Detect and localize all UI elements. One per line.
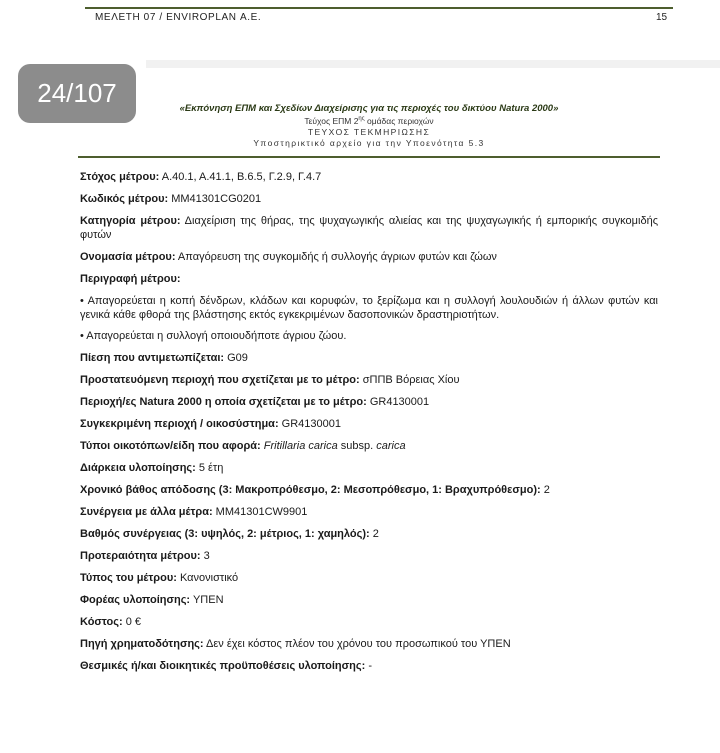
document-volume: ΤΕΥΧΟΣ ΤΕΚΜΗΡΙΩΣΗΣ — [307, 127, 431, 137]
field-funding: Πηγή χρηματοδότησης: Δεν έχει κόστος πλέον του χρόνου του προσωπικού του ΥΠΕΝ — [80, 638, 511, 650]
field-pressure: Πίεση που αντιμετωπίζεται: G09 — [80, 352, 248, 364]
document-section: Υποστηρικτικό αρχείο για την Υποενότητα 5.3 — [253, 138, 485, 148]
field-name: Ονομασία μέτρου: Απαγόρευση της συγκομιδής ή συλλογής άγριων φυτών και ζώων — [80, 251, 497, 263]
field-specific-area: Συγκεκριμένη περιοχή / οικοσύστημα: GR4130001 — [80, 418, 341, 430]
document-title: «Εκπόνηση ΕΠΜ και Σχεδίων Διαχείρισης για τις περιοχές του δικτύου Natura 2000» — [179, 103, 559, 114]
field-horizon: Χρονικό βάθος απόδοσης (3: Μακροπρόθεσμο, 2: Μεσοπρόθεσμο, 1: Βραχυπρόθεσμο): 2 — [80, 484, 550, 496]
page-counter-badge: 24/107 — [18, 64, 136, 123]
field-priority: Προτεραιότητα μέτρου: 3 — [80, 550, 210, 562]
field-target: Στόχος μέτρου: Α.40.1, Α.41.1, Β.6.5, Γ.2.9, Γ.4.7 — [80, 171, 322, 183]
description-bullet: • Απαγορεύεται η συλλογή οποιουδήποτε άγριου ζώου. — [80, 330, 347, 342]
field-natura-area: Περιοχή/ες Natura 2000 η οποία σχετίζεται με το μέτρο: GR4130001 — [80, 396, 430, 408]
document-subtitle: Τεύχος ΕΠΜ $2^{\eta\varsigma}$ ομάδας περιοχών — [304, 116, 434, 126]
field-type: Τύπος του μέτρου: Κανονιστικό — [80, 572, 239, 584]
field-description-label: Περιγραφή μέτρου: — [80, 273, 181, 285]
field-body: Φορέας υλοποίησης: ΥΠΕΝ — [80, 594, 224, 606]
document-title-block — [78, 103, 660, 148]
measure-details — [80, 170, 658, 673]
header-shade — [146, 60, 720, 68]
field-prerequisites: Θεσμικές ή/και διοικητικές προϋποθέσεις υλοποίησης: - — [80, 660, 373, 672]
field-duration: Διάρκεια υλοποίησης: 5 έτη — [80, 462, 224, 474]
field-protected-area: Προστατευόμενη περιοχή που σχετίζεται με το μέτρο: σΠΠΒ Βόρειας Χίου — [80, 374, 460, 386]
field-synergy: Συνέργεια με άλλα μέτρα: MM41301CW9901 — [80, 506, 308, 518]
field-code: Κωδικός μέτρου: MM41301CG0201 — [80, 193, 262, 205]
description-bullet: • Απαγορεύεται η κοπή δένδρων, κλάδων και κορυφών, το ξερίζωμα και η συλλογή λουλουδιών ή άλλων φυτών και γενικά κάθε φθορά της βλάστησης εκτός εγκεκριμένων δασοπονικών δραστηριοτήτων. — [80, 295, 658, 321]
field-category: Κατηγορία μέτρου: Διαχείριση της θήρας, της ψυχαγωγικής αλιείας και της ψυχαγωγικής ή εμπορικής συγκομιδής φυτών — [80, 215, 658, 241]
header-study-label: ΜΕΛΕΤΗ 07 / ENVIROPLAN Α.Ε. — [95, 12, 262, 23]
field-synergy-degree: Βαθμός συνέργειας (3: υψηλός, 2: μέτριος, 1: χαμηλός): 2 — [80, 528, 379, 540]
title-separator — [78, 156, 660, 158]
field-cost: Κόστος: 0 € — [80, 616, 142, 628]
header-rule — [85, 7, 673, 9]
field-habitat: Τύποι οικοτόπων/είδη που αφορά: Fritillaria carica subsp. carica — [80, 440, 406, 452]
header-page-number: 15 — [656, 12, 668, 23]
